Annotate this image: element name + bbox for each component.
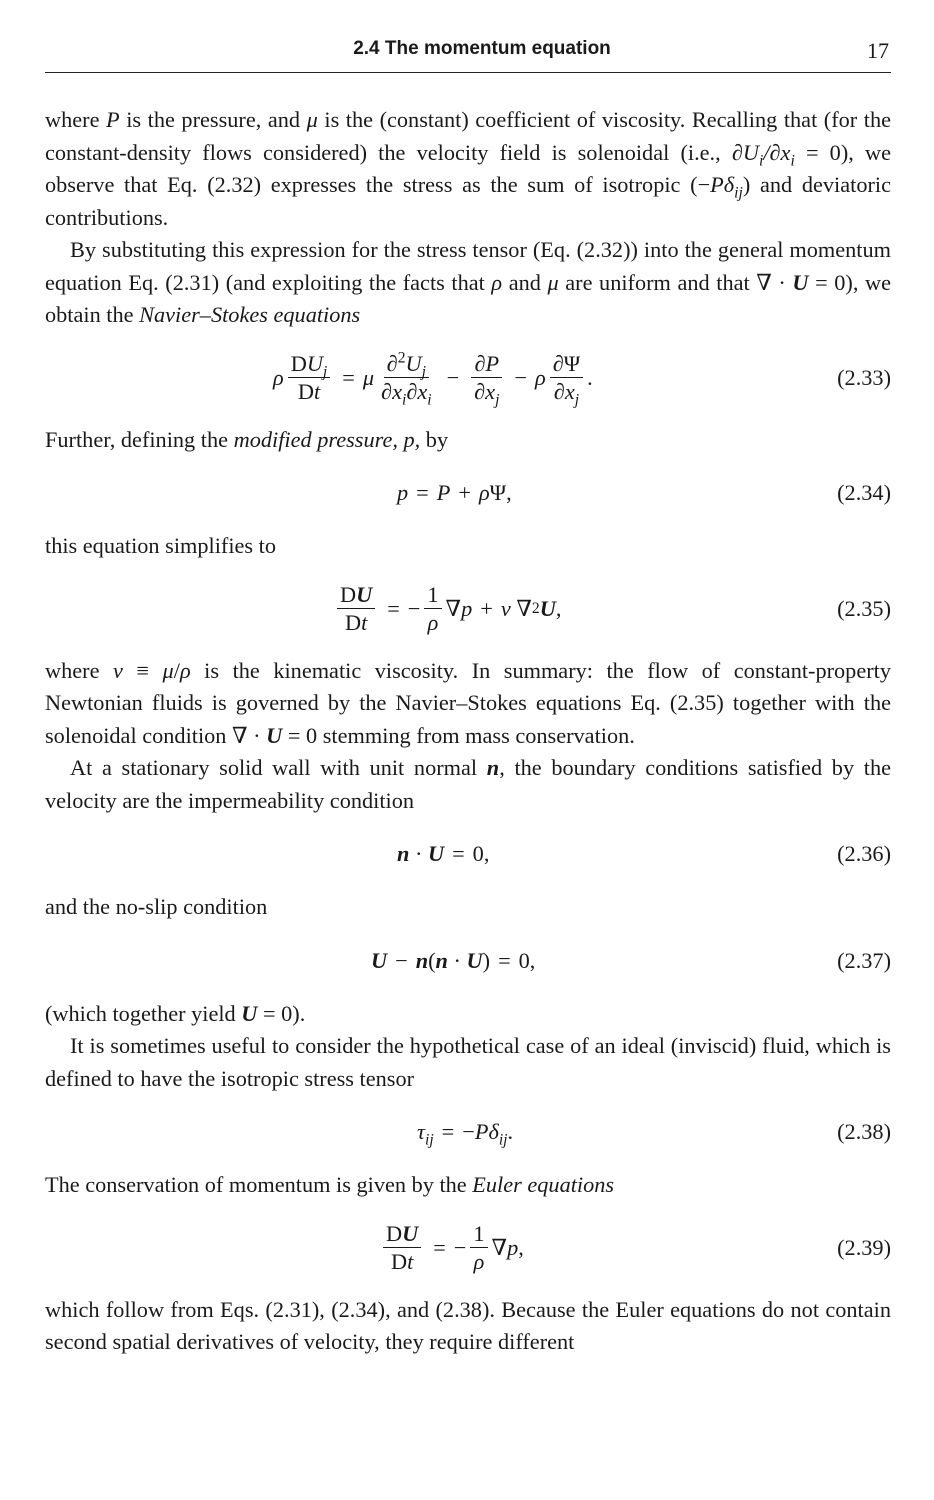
equation-2-38: $\tau_{ij}$ = − $P\delta_{ij}$ . (2.38)	[45, 1107, 891, 1157]
equation-2-36: n · U = 0, (2.36)	[45, 829, 891, 879]
paragraph: (which together yield U = 0).	[45, 1000, 306, 1026]
paragraph: this equation simplifies to	[45, 533, 277, 558]
paragraph: and the no-slip condition	[45, 894, 268, 919]
equation-number: (2.35)	[837, 595, 891, 621]
equation-2-33: ρ $\frac{DU_j}{Dt}$ = μ $\frac{\partial^2U_j}{\partial x_i\partial x_i}$ − $\frac{\partial P}{\partial x_j}$ − ρ $\frac{\partial\Psi}{\partial x_j}$ . (2.33)	[45, 344, 891, 412]
page-number: 17	[867, 38, 889, 63]
paragraph: By substituting this expression for the stress tensor (Eq. (2.32)) into the general momentum equation Eq. (2.31) (and exploiting the facts that ρ and μ are uniform and that ∇ · U = 0), we obtain the Navier–Stokes equations	[45, 237, 891, 327]
running-header	[45, 38, 889, 68]
body-text	[45, 104, 891, 1359]
paragraph: where P is the pressure, and μ is the (constant) coefficient of viscosity. Recalling that (for the constant-density flows considered) the velocity field is solenoidal (i.e., $\partial U_i/\partial x_i = 0$), we observe that Eq. (2.32) expresses the stress as the sum of isotropic $(-P\delta_{ij})$ and deviatoric contributions.	[45, 107, 892, 230]
equation-2-37: U − n ( n · U ) = 0, (2.37)	[45, 936, 891, 986]
equation-number: (2.34)	[837, 480, 891, 505]
paragraph: It is sometimes useful to consider the hypothetical case of an ideal (inviscid) fluid, which is defined to have the isotropic stress tensor	[45, 1033, 891, 1091]
equation-number: (2.37)	[837, 947, 891, 973]
equation-2-34: p = P + ρ Ψ, (2.34)	[45, 468, 891, 518]
equation-number: (2.36)	[837, 841, 891, 866]
equation-2-35: $\frac{DU}{Dt}$ = − $\frac{1}{\rho}$ ∇ p + ν ∇ 2 U , (2.35)	[45, 575, 891, 643]
equation-2-39: $\frac{DU}{Dt}$ = − $\frac{1}{\rho}$ ∇ p , (2.39)	[45, 1214, 891, 1282]
paragraph: At a stationary solid wall with unit normal n, the boundary conditions satisfied by the velocity are the impermeability condition	[45, 755, 892, 813]
section-title: 2.4 The momentum equation	[353, 38, 611, 59]
header-rule	[45, 72, 891, 73]
paragraph: which follow from Eqs. (2.31), (2.34), and (2.38). Because the Euler equations do not contain second spatial derivatives of velocity, they require different	[45, 1296, 891, 1354]
equation-number: (2.39)	[837, 1234, 891, 1260]
equation-number: (2.38)	[837, 1119, 891, 1144]
equation-number: (2.33)	[837, 364, 891, 390]
paragraph: where ν ≡ μ/ρ is the kinematic viscosity. In summary: the flow of constant-property Newtonian fluids is governed by the Navier–Stokes equations Eq. (2.35) together with the solenoidal condition ∇ · U = 0 stemming from mass conservation.	[45, 657, 891, 748]
paragraph: The conservation of momentum is given by the Euler equations	[45, 1172, 615, 1197]
paragraph: Further, defining the modified pressure, p, by	[45, 426, 449, 452]
